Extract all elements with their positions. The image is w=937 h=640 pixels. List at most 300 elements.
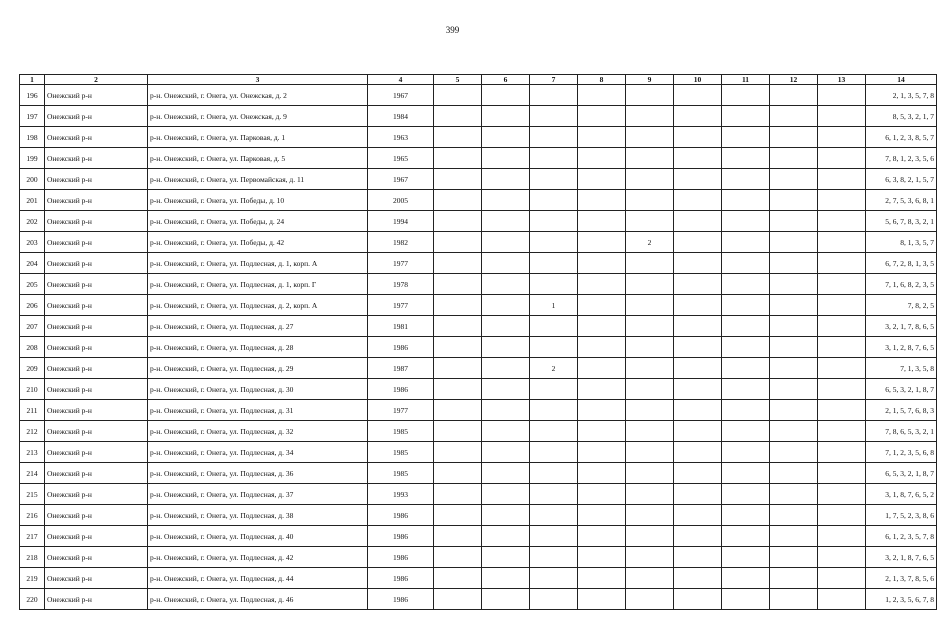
column-header: 3 [148,75,368,85]
cell-district: Онежский р-н [45,274,148,295]
cell-col-5 [434,442,482,463]
cell-col-8 [578,484,626,505]
cell-col-9 [626,505,674,526]
cell-col-11 [722,568,770,589]
cell-number: 212 [20,421,45,442]
cell-year: 1982 [368,232,434,253]
cell-col-13 [818,106,866,127]
cell-col-12 [770,127,818,148]
table-row [20,316,937,337]
table-row [20,106,937,127]
table-row [20,442,937,463]
column-header: 2 [45,75,148,85]
cell-address: р-н. Онежский, г. Онега, ул. Победы, д. 24 [148,211,368,232]
cell-col-7 [530,337,578,358]
cell-col-9 [626,85,674,106]
cell-col-11 [722,211,770,232]
cell-col-7 [530,148,578,169]
cell-col-10 [674,295,722,316]
table-row [20,211,937,232]
cell-col-7 [530,169,578,190]
cell-col-10 [674,232,722,253]
cell-col-6 [482,505,530,526]
cell-col-5 [434,232,482,253]
cell-address: р-н. Онежский, г. Онега, ул. Подлесная, д. 2, корп. А [148,295,368,316]
cell-col-5 [434,568,482,589]
cell-col-12 [770,295,818,316]
cell-col-13 [818,484,866,505]
cell-col-13 [818,127,866,148]
cell-year: 1986 [368,505,434,526]
cell-col-7 [530,379,578,400]
cell-address: р-н. Онежский, г. Онега, ул. Подлесная, д. 34 [148,442,368,463]
cell-address: р-н. Онежский, г. Онега, ул. Парковая, д. 5 [148,148,368,169]
cell-col-10 [674,169,722,190]
cell-col-13 [818,253,866,274]
cell-col-5 [434,190,482,211]
cell-address: р-н. Онежский, г. Онега, ул. Подлесная, д. 28 [148,337,368,358]
cell-number: 206 [20,295,45,316]
cell-district: Онежский р-н [45,505,148,526]
cell-year: 1986 [368,526,434,547]
cell-col-10 [674,127,722,148]
cell-col-13 [818,379,866,400]
cell-district: Онежский р-н [45,169,148,190]
cell-number: 201 [20,190,45,211]
cell-number: 211 [20,400,45,421]
table-row [20,547,937,568]
cell-col-5 [434,484,482,505]
cell-col-7 [530,589,578,610]
cell-col-11 [722,442,770,463]
table-row [20,127,937,148]
cell-col-10 [674,568,722,589]
cell-district: Онежский р-н [45,211,148,232]
cell-code: 8, 1, 3, 5, 7 [866,232,937,253]
cell-col-11 [722,358,770,379]
cell-col-8 [578,358,626,379]
cell-col-7 [530,106,578,127]
cell-col-7 [530,484,578,505]
cell-col-12 [770,316,818,337]
cell-code: 3, 2, 1, 7, 8, 6, 5 [866,316,937,337]
cell-col-7 [530,442,578,463]
cell-year: 2005 [368,190,434,211]
cell-col-9 [626,379,674,400]
cell-col-7 [530,127,578,148]
cell-col-11 [722,85,770,106]
cell-col-6 [482,568,530,589]
table-row [20,484,937,505]
cell-col-9 [626,463,674,484]
cell-col-8 [578,316,626,337]
table-row [20,190,937,211]
cell-col-12 [770,589,818,610]
cell-col-12 [770,463,818,484]
cell-col-11 [722,106,770,127]
cell-col-8 [578,253,626,274]
cell-district: Онежский р-н [45,253,148,274]
cell-col-8 [578,547,626,568]
cell-col-13 [818,232,866,253]
cell-col-12 [770,106,818,127]
cell-col-12 [770,442,818,463]
cell-col-9 [626,442,674,463]
cell-code: 2, 1, 3, 5, 7, 8 [866,85,937,106]
cell-col-7 [530,190,578,211]
cell-col-6 [482,400,530,421]
cell-year: 1985 [368,463,434,484]
cell-district: Онежский р-н [45,379,148,400]
cell-col-13 [818,85,866,106]
cell-col-8 [578,379,626,400]
cell-col-11 [722,148,770,169]
cell-district: Онежский р-н [45,148,148,169]
registry-table [19,74,937,610]
cell-address: р-н. Онежский, г. Онега, ул. Победы, д. 10 [148,190,368,211]
column-header: 9 [626,75,674,85]
cell-district: Онежский р-н [45,400,148,421]
cell-col-8 [578,85,626,106]
cell-col-5 [434,526,482,547]
cell-address: р-н. Онежский, г. Онега, ул. Подлесная, д. 36 [148,463,368,484]
cell-col-12 [770,148,818,169]
cell-col-6 [482,442,530,463]
cell-col-10 [674,442,722,463]
cell-col-12 [770,211,818,232]
cell-col-11 [722,484,770,505]
cell-col-11 [722,463,770,484]
cell-number: 213 [20,442,45,463]
cell-col-5 [434,169,482,190]
cell-col-9 [626,337,674,358]
table-body [20,85,937,610]
cell-number: 208 [20,337,45,358]
cell-address: р-н. Онежский, г. Онега, ул. Подлесная, д. 29 [148,358,368,379]
cell-code: 3, 1, 2, 8, 7, 6, 5 [866,337,937,358]
cell-col-11 [722,127,770,148]
cell-district: Онежский р-н [45,85,148,106]
table-row [20,253,937,274]
cell-col-9 [626,274,674,295]
cell-year: 1977 [368,295,434,316]
cell-col-9 [626,358,674,379]
cell-col-5 [434,316,482,337]
cell-col-12 [770,547,818,568]
cell-number: 197 [20,106,45,127]
cell-col-9: 2 [626,232,674,253]
cell-col-6 [482,169,530,190]
cell-col-13 [818,337,866,358]
column-header: 5 [434,75,482,85]
cell-address: р-н. Онежский, г. Онега, ул. Онежская, д. 2 [148,85,368,106]
cell-year: 1984 [368,106,434,127]
cell-district: Онежский р-н [45,421,148,442]
cell-code: 2, 1, 3, 7, 8, 5, 6 [866,568,937,589]
cell-col-5 [434,358,482,379]
cell-district: Онежский р-н [45,484,148,505]
cell-col-13 [818,190,866,211]
cell-col-7 [530,568,578,589]
cell-col-13 [818,295,866,316]
cell-col-10 [674,337,722,358]
cell-code: 7, 1, 3, 5, 8 [866,358,937,379]
cell-address: р-н. Онежский, г. Онега, ул. Подлесная, д. 31 [148,400,368,421]
cell-col-11 [722,253,770,274]
cell-col-10 [674,274,722,295]
cell-col-12 [770,484,818,505]
cell-col-11 [722,190,770,211]
cell-district: Онежский р-н [45,526,148,547]
cell-col-5 [434,295,482,316]
cell-address: р-н. Онежский, г. Онега, ул. Подлесная, д. 1, корп. А [148,253,368,274]
table-row [20,589,937,610]
cell-col-10 [674,253,722,274]
cell-col-8 [578,421,626,442]
cell-col-12 [770,253,818,274]
cell-district: Онежский р-н [45,337,148,358]
cell-col-8 [578,274,626,295]
cell-col-8 [578,589,626,610]
cell-address: р-н. Онежский, г. Онега, ул. Подлесная, д. 1, корп. Г [148,274,368,295]
cell-number: 217 [20,526,45,547]
cell-col-7: 1 [530,295,578,316]
cell-col-9 [626,148,674,169]
cell-col-7 [530,253,578,274]
cell-col-13 [818,211,866,232]
cell-year: 1977 [368,253,434,274]
cell-col-5 [434,505,482,526]
cell-col-10 [674,148,722,169]
cell-col-12 [770,85,818,106]
cell-col-7 [530,211,578,232]
cell-number: 209 [20,358,45,379]
cell-col-11 [722,232,770,253]
cell-number: 215 [20,484,45,505]
cell-year: 1986 [368,337,434,358]
column-header: 11 [722,75,770,85]
cell-col-10 [674,589,722,610]
cell-col-5 [434,211,482,232]
column-header: 1 [20,75,45,85]
cell-col-9 [626,484,674,505]
cell-district: Онежский р-н [45,106,148,127]
cell-district: Онежский р-н [45,463,148,484]
cell-district: Онежский р-н [45,190,148,211]
cell-col-11 [722,379,770,400]
cell-year: 1967 [368,85,434,106]
cell-year: 1993 [368,484,434,505]
table-row [20,274,937,295]
cell-col-6 [482,484,530,505]
cell-number: 202 [20,211,45,232]
column-header: 12 [770,75,818,85]
cell-col-9 [626,211,674,232]
column-header: 6 [482,75,530,85]
cell-year: 1987 [368,358,434,379]
table-row [20,505,937,526]
cell-col-5 [434,337,482,358]
page-number: 399 [445,25,460,35]
cell-col-6 [482,421,530,442]
cell-number: 198 [20,127,45,148]
cell-col-10 [674,316,722,337]
cell-col-12 [770,505,818,526]
table-row [20,568,937,589]
cell-col-6 [482,106,530,127]
cell-col-7 [530,232,578,253]
cell-col-6 [482,148,530,169]
cell-code: 2, 7, 5, 3, 6, 8, 1 [866,190,937,211]
cell-col-11 [722,337,770,358]
cell-col-10 [674,190,722,211]
column-header: 14 [866,75,937,85]
column-header: 10 [674,75,722,85]
cell-col-7 [530,316,578,337]
cell-col-8 [578,127,626,148]
cell-district: Онежский р-н [45,316,148,337]
cell-col-10 [674,421,722,442]
cell-col-6 [482,274,530,295]
cell-col-11 [722,316,770,337]
cell-district: Онежский р-н [45,589,148,610]
cell-code: 1, 2, 3, 5, 6, 7, 8 [866,589,937,610]
cell-col-8 [578,526,626,547]
cell-col-9 [626,106,674,127]
cell-year: 1978 [368,274,434,295]
cell-col-6 [482,232,530,253]
cell-col-9 [626,253,674,274]
cell-code: 7, 8, 1, 2, 3, 5, 6 [866,148,937,169]
cell-col-7 [530,274,578,295]
cell-col-7 [530,505,578,526]
cell-district: Онежский р-н [45,358,148,379]
column-header: 8 [578,75,626,85]
table-row [20,337,937,358]
cell-col-13 [818,358,866,379]
cell-col-11 [722,169,770,190]
cell-address: р-н. Онежский, г. Онега, ул. Победы, д. 42 [148,232,368,253]
cell-number: 207 [20,316,45,337]
cell-col-8 [578,190,626,211]
cell-code: 6, 1, 2, 3, 8, 5, 7 [866,127,937,148]
cell-address: р-н. Онежский, г. Онега, ул. Подлесная, д. 38 [148,505,368,526]
cell-col-10 [674,358,722,379]
cell-number: 214 [20,463,45,484]
cell-address: р-н. Онежский, г. Онега, ул. Подлесная, д. 37 [148,484,368,505]
cell-col-12 [770,169,818,190]
cell-col-8 [578,337,626,358]
cell-code: 2, 1, 5, 7, 6, 8, 3 [866,400,937,421]
cell-col-9 [626,169,674,190]
cell-col-6 [482,295,530,316]
cell-col-6 [482,253,530,274]
cell-col-8 [578,505,626,526]
cell-col-10 [674,547,722,568]
cell-col-5 [434,379,482,400]
cell-col-13 [818,589,866,610]
cell-col-13 [818,421,866,442]
cell-col-9 [626,421,674,442]
column-header: 4 [368,75,434,85]
cell-number: 199 [20,148,45,169]
cell-address: р-н. Онежский, г. Онега, ул. Подлесная, д. 42 [148,547,368,568]
cell-col-12 [770,232,818,253]
cell-col-13 [818,463,866,484]
cell-col-8 [578,211,626,232]
cell-col-11 [722,505,770,526]
cell-district: Онежский р-н [45,568,148,589]
cell-col-8 [578,568,626,589]
cell-year: 1986 [368,589,434,610]
cell-col-10 [674,526,722,547]
cell-col-6 [482,379,530,400]
cell-col-9 [626,190,674,211]
cell-year: 1981 [368,316,434,337]
cell-code: 6, 5, 3, 2, 1, 8, 7 [866,379,937,400]
cell-code: 7, 8, 6, 5, 3, 2, 1 [866,421,937,442]
cell-col-10 [674,85,722,106]
cell-col-5 [434,148,482,169]
column-header: 7 [530,75,578,85]
table-row [20,400,937,421]
cell-col-12 [770,274,818,295]
cell-year: 1967 [368,169,434,190]
cell-number: 205 [20,274,45,295]
cell-col-13 [818,400,866,421]
cell-number: 218 [20,547,45,568]
cell-code: 1, 7, 5, 2, 3, 8, 6 [866,505,937,526]
cell-code: 8, 5, 3, 2, 1, 7 [866,106,937,127]
cell-code: 6, 7, 2, 8, 1, 3, 5 [866,253,937,274]
cell-col-9 [626,316,674,337]
cell-year: 1994 [368,211,434,232]
cell-address: р-н. Онежский, г. Онега, ул. Парковая, д. 1 [148,127,368,148]
cell-year: 1963 [368,127,434,148]
cell-col-12 [770,568,818,589]
cell-address: р-н. Онежский, г. Онега, ул. Подлесная, д. 46 [148,589,368,610]
cell-col-7 [530,463,578,484]
cell-col-10 [674,211,722,232]
cell-district: Онежский р-н [45,295,148,316]
cell-col-8 [578,106,626,127]
cell-col-5 [434,274,482,295]
cell-year: 1977 [368,400,434,421]
cell-address: р-н. Онежский, г. Онега, ул. Первомайская, д. 11 [148,169,368,190]
table-row [20,379,937,400]
cell-number: 216 [20,505,45,526]
cell-number: 220 [20,589,45,610]
cell-col-13 [818,568,866,589]
cell-col-7: 2 [530,358,578,379]
cell-address: р-н. Онежский, г. Онега, ул. Подлесная, д. 30 [148,379,368,400]
cell-col-10 [674,505,722,526]
cell-col-9 [626,400,674,421]
table-row [20,232,937,253]
cell-col-8 [578,463,626,484]
cell-col-9 [626,127,674,148]
cell-year: 1986 [368,547,434,568]
cell-col-5 [434,85,482,106]
cell-col-12 [770,190,818,211]
cell-col-10 [674,379,722,400]
cell-col-11 [722,274,770,295]
cell-col-9 [626,295,674,316]
cell-col-12 [770,421,818,442]
cell-code: 6, 1, 2, 3, 5, 7, 8 [866,526,937,547]
table-row [20,421,937,442]
cell-col-11 [722,589,770,610]
